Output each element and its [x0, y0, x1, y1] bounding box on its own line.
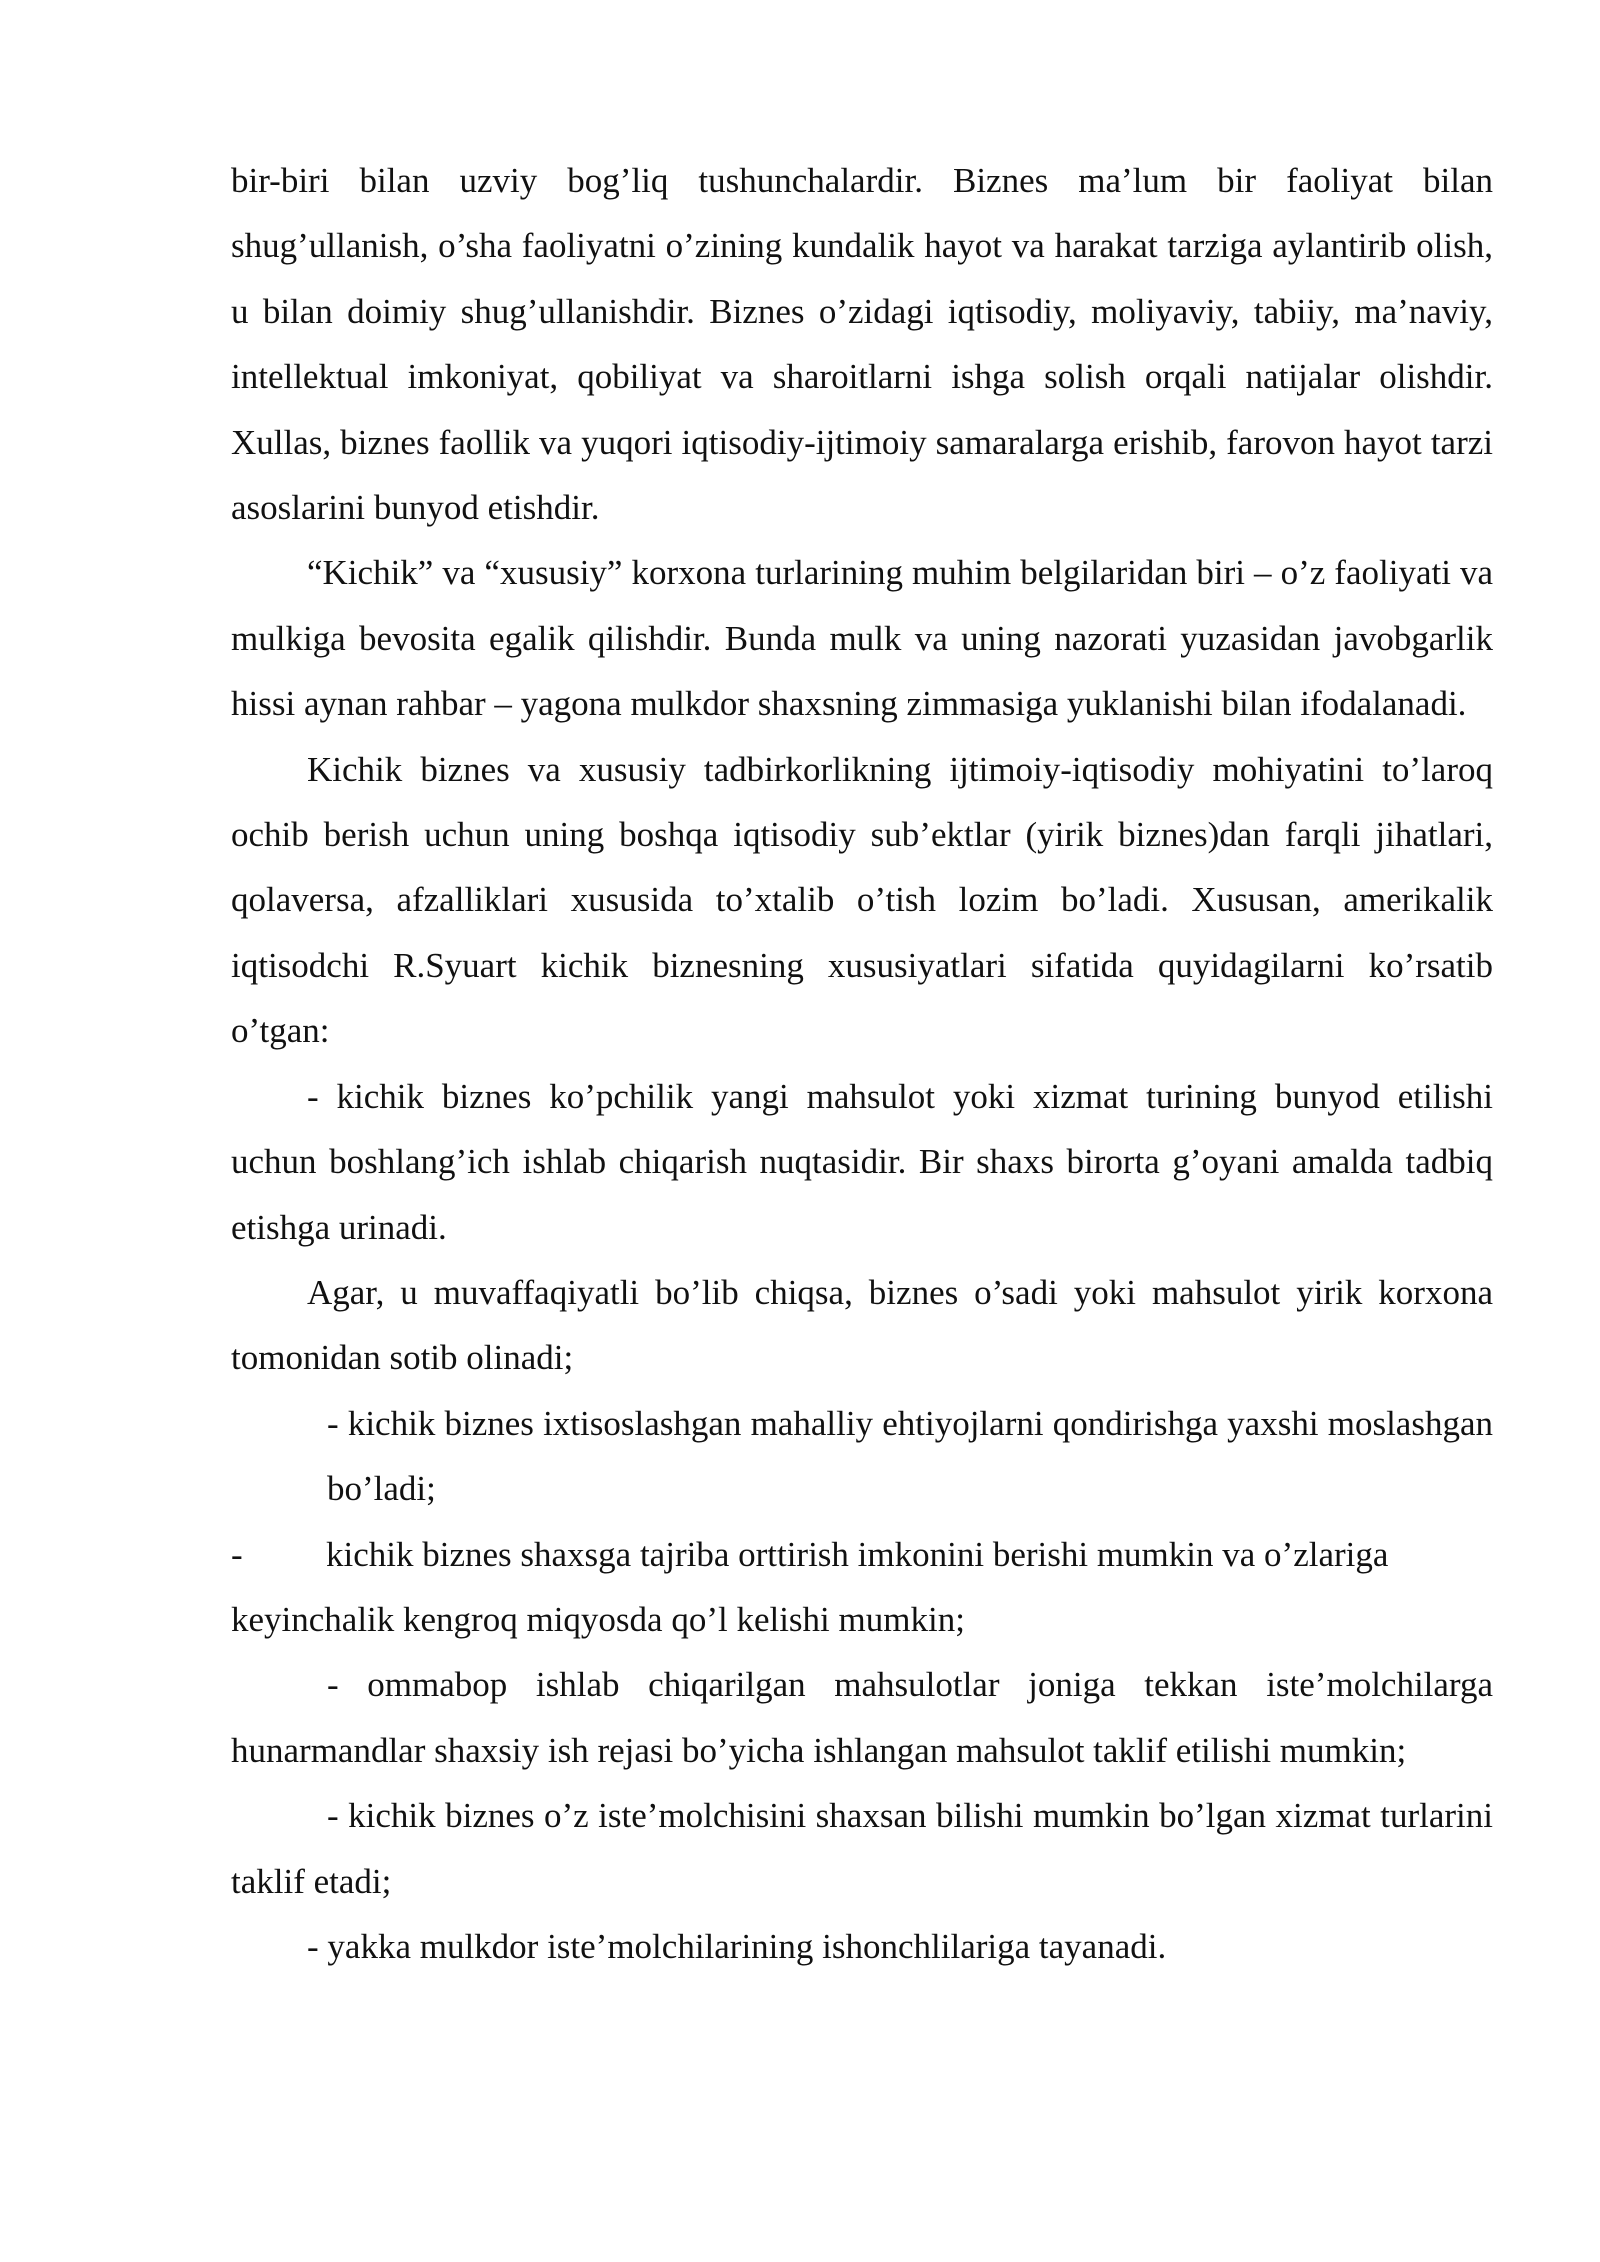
- list-item-experience: [231, 1522, 1493, 1653]
- list-item-sole-owner-trust: - yakka mulkdor iste’molchilarining ishonchlilariga tayanadi.: [307, 1926, 1167, 1966]
- list-item-local-needs: - kichik biznes ixtisoslashgan mahalliy ehtiyojlarni qondirishga yaxshi moslashgan bo’ladi;: [327, 1403, 1493, 1509]
- list-item-starting-point: - kichik biznes ko’pchilik yangi mahsulot yoki xizmat turining bunyod etilishi uchun boshlang’ich ishlab chiqarish nuqtasidir. Bir shaxs birorta g’oyani amalda tadbiq etishga urinadi.: [231, 1076, 1493, 1247]
- list-item-personal-service: - kichik biznes o’z iste’molchisini shaxsan bilishi mumkin bo’lgan xizmat turlarini taklif etadi;: [231, 1796, 1493, 1901]
- list-item-experience-line2: keyinchalik kengroq miqyosda qo’l kelishi mumkin;: [231, 1599, 965, 1639]
- list-item-artisan-products: - ommabop ishlab chiqarilgan mahsulotlar joniga tekkan iste’molchilarga hunarmandlar shaxsiy ish rejasi bo’yicha ishlangan mahsulot taklif etilishi mumkin;: [231, 1665, 1493, 1770]
- paragraph-small-business-essence: Kichik biznes va xususiy tadbirkorlikning ijtimoiy-iqtisodiy mohiyatini to’laroq ochib berish uchun uning boshqa iqtisodiy sub’ektlar (yirik biznes)dan farqli jihatlari, qolaversa, afzalliklari xususida to’xtalib o’tish lozim bo’ladi. Xususan, amerikalik iqtisodchi R.Syuart kichik biznesning xususiyatlari sifatida quyidagilarni ko’rsatib o’tgan:: [231, 749, 1493, 1051]
- paragraph-business-definition: bir-biri bilan uzviy bog’liq tushunchalardir. Biznes ma’lum bir faoliyat bilan shug’ullanish, o’sha faoliyatni o’zining kundalik hayot va harakat tarziga aylantirib olish, u bilan doimiy shug’ullanishdir. Biznes o’zidagi iqtisodiy, moliyaviy, tabiiy, ma’naviy, intellektual imkoniyat, qobiliyat va sharoitlarni ishga solish orqali natijalar olishdir. Xullas, biznes faollik va yuqori iqtisodiy-ijtimoiy samaralarga erishib, farovon hayot tarzi asoslarini bunyod etishdir.: [231, 161, 1493, 528]
- list-dash: -: [231, 1534, 243, 1574]
- paragraph-small-private-enterprise: “Kichik” va “xususiy” korxona turlarining muhim belgilaridan biri – o’z faoliyati va mulkiga bevosita egalik qilishdir. Bunda mulk va uning nazorati yuzasidan javobgarlik hissi aynan rahbar – yagona mulkdor shaxsning zimmasiga yuklanishi bilan ifodalanadi.: [231, 553, 1493, 724]
- body-text: [231, 148, 1493, 1979]
- list-item-experience-line1: kichik biznes shaxsga tajriba orttirish imkonini berishi mumkin va o’zlariga: [326, 1534, 1389, 1574]
- paragraph-success-growth: Agar, u muvaffaqiyatli bo’lib chiqsa, biznes o’sadi yoki mahsulot yirik korxona tomonidan sotib olinadi;: [231, 1272, 1493, 1378]
